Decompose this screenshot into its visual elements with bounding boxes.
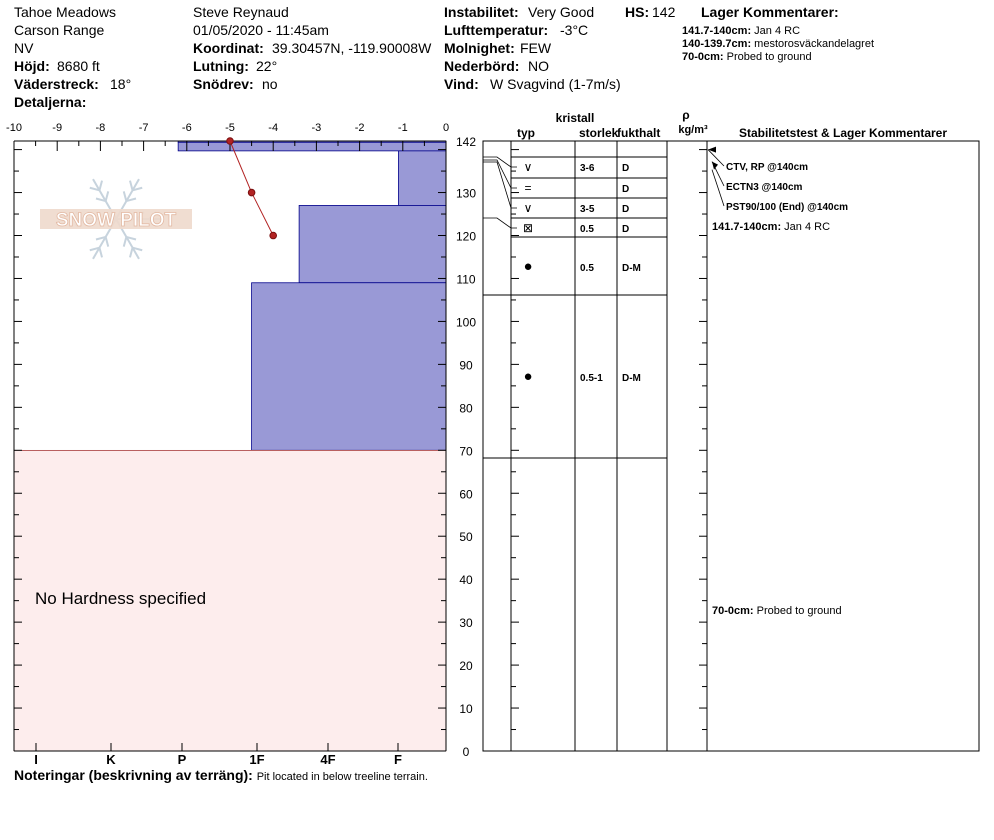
observation-datetime: 01/05/2020 - 11:45am xyxy=(193,22,329,38)
height-tick-label: 120 xyxy=(455,229,477,244)
crystal-type-symbol: ● xyxy=(523,368,533,385)
height-tick-label: 0 xyxy=(462,745,470,759)
header-crystal: kristall xyxy=(555,111,595,125)
layer-comment-text: Probed to ground xyxy=(726,51,812,63)
hardness-layer xyxy=(252,283,446,451)
coordinate-label: Koordinat: xyxy=(193,40,264,56)
hardness-tick-label: 1F xyxy=(249,752,265,767)
moisture-value: D xyxy=(622,224,630,235)
crystal-type-symbol: ⊠ xyxy=(522,221,534,235)
comment-range: 141.7-140cm: xyxy=(712,221,785,233)
height-tick-label: 60 xyxy=(459,487,473,502)
comment-text: Jan 4 RC xyxy=(784,221,831,233)
hs-value: 142 xyxy=(652,4,676,20)
header-stability: Stabilitetstest & Lager Kommentarer xyxy=(738,126,948,140)
no-hardness-label: No Hardness specified xyxy=(35,589,207,608)
precip-value: NO xyxy=(528,58,549,74)
snowflake-branch xyxy=(124,237,127,247)
height-tick-label: 40 xyxy=(459,573,473,588)
snowflake-branch xyxy=(130,181,133,191)
header-size: storlek xyxy=(579,126,619,140)
height-tick-label: 142 xyxy=(455,135,477,149)
moisture-value: D-M xyxy=(622,373,641,384)
layer-comments-title: Lager Kommentarer: xyxy=(701,4,839,20)
drift-value: no xyxy=(262,76,278,92)
stability-arrow xyxy=(712,170,724,206)
layer-comment-range: 141.7-140cm: xyxy=(682,25,752,37)
snowpilot-logo xyxy=(40,179,192,259)
notes xyxy=(14,767,428,783)
stability-test: PST90/100 (End) @140cm xyxy=(726,202,849,213)
notes-text: Pit located in below treeline terrain. xyxy=(256,771,428,783)
stability-test: CTV, RP @140cm xyxy=(726,162,809,173)
crystal-size: 3-5 xyxy=(580,204,595,215)
snowflake-branch xyxy=(124,191,127,201)
cloud-value: FEW xyxy=(520,40,552,56)
crystal-size: 3-6 xyxy=(580,163,595,174)
layer-leader-line xyxy=(483,218,517,228)
height-tick-label: 10 xyxy=(459,702,473,717)
layer-comment-range: 140-139.7cm: xyxy=(682,38,752,50)
air-temp-value: -3°C xyxy=(560,22,589,38)
crystal-type-symbol: ∨ xyxy=(523,201,533,215)
stability-value: Very Good xyxy=(528,4,595,20)
layer-leader-line xyxy=(483,160,517,188)
temp-tick-label: -10 xyxy=(6,122,22,134)
slope-value: 22° xyxy=(256,58,278,74)
hardness-layer xyxy=(178,142,446,151)
location-name: Tahoe Meadows xyxy=(14,4,116,20)
snowflake-branch xyxy=(99,248,102,258)
height-tick-label: 20 xyxy=(459,659,473,674)
crystal-type-symbol: ∨ xyxy=(523,160,533,174)
notes-label: Noteringar (beskrivning av terräng): xyxy=(14,767,253,783)
hardness-profile xyxy=(14,141,446,751)
temp-tick-label: -1 xyxy=(397,122,408,134)
temp-tick-label: -8 xyxy=(95,122,106,134)
layer-comment-range: 70-0cm: xyxy=(682,51,724,63)
header-density-symbol: ρ xyxy=(682,108,690,122)
temp-tick-label: -7 xyxy=(138,122,149,134)
hardness-tick-label: P xyxy=(177,752,187,767)
comment-text: Probed to ground xyxy=(756,605,842,617)
mountain-range: Carson Range xyxy=(14,22,105,38)
coordinate-value: 39.30457N, -119.90008W xyxy=(272,40,432,56)
drift-label: Snödrev: xyxy=(193,76,254,92)
snowflake-branch xyxy=(130,248,133,258)
header-density-unit: kg/m³ xyxy=(678,124,708,136)
height-tick-label: 70 xyxy=(459,444,473,459)
stability-test: ECTN3 @140cm xyxy=(726,182,803,193)
height-tick-label: 90 xyxy=(459,358,473,373)
height-tick-label: 30 xyxy=(459,616,473,631)
hardness-tick-label: 4F xyxy=(320,752,336,767)
moisture-value: D xyxy=(622,204,630,215)
layer-comment xyxy=(712,221,830,233)
precip-label: Nederbörd: xyxy=(444,58,520,74)
hardness-tick-label: F xyxy=(394,752,402,767)
snowflake-branch xyxy=(106,191,109,201)
height-tick-label: 110 xyxy=(456,272,476,287)
comment-range: 70-0cm: xyxy=(712,605,757,617)
snowflake-branch xyxy=(99,181,102,191)
layer-table xyxy=(483,108,979,751)
layer-comment xyxy=(712,605,842,617)
stability-arrowhead xyxy=(708,147,716,153)
height-tick-label: 130 xyxy=(455,186,477,201)
temp-tick-label: 0 xyxy=(442,122,450,134)
aspect-label: Väderstreck: xyxy=(14,76,99,92)
moisture-value: D-M xyxy=(622,263,641,274)
temperature-line xyxy=(230,141,273,236)
temp-tick-label: -9 xyxy=(52,122,63,134)
height-tick-label: 100 xyxy=(455,315,477,330)
temperature-profile xyxy=(227,138,277,239)
header-moisture: fukthalt xyxy=(617,126,661,140)
details-label: Detaljerna: xyxy=(14,94,87,110)
hardness-tick-label: K xyxy=(106,752,116,767)
moisture-value: D xyxy=(622,163,630,174)
wind-label: Vind: xyxy=(444,76,479,92)
hardness-tick-label: I xyxy=(34,752,38,767)
hardness-layer xyxy=(299,205,446,282)
aspect-value: 18° xyxy=(110,76,132,92)
cloud-label: Molnighet: xyxy=(444,40,515,56)
temperature-point xyxy=(270,232,277,239)
temperature-point xyxy=(248,189,255,196)
temp-tick-label: -4 xyxy=(268,122,279,134)
layer-comment-text: mestorosväckandelagret xyxy=(754,38,875,50)
hardness-layer xyxy=(398,151,446,206)
crystal-type-symbol: ● xyxy=(523,258,533,275)
elevation-value: 8680 ft xyxy=(57,58,100,74)
layer-leader-line xyxy=(483,162,517,208)
temp-tick-label: -3 xyxy=(311,122,322,134)
crystal-size: 0.5 xyxy=(580,224,594,235)
snowflake-branch xyxy=(106,237,109,247)
moisture-value: D xyxy=(622,184,630,195)
temp-tick-label: -5 xyxy=(225,122,235,134)
height-tick-label: 50 xyxy=(459,530,473,545)
crystal-size: 0.5 xyxy=(580,263,594,274)
wind-value: W Svagvind (1-7m/s) xyxy=(490,76,621,92)
elevation-label: Höjd: xyxy=(14,58,50,74)
observer-name: Steve Reynaud xyxy=(193,4,289,20)
slope-label: Lutning: xyxy=(193,58,249,74)
state: NV xyxy=(14,40,34,56)
height-tick-label: 80 xyxy=(459,401,473,416)
crystal-size: 0.5-1 xyxy=(580,373,603,384)
logo-text: SNOW PILOT xyxy=(55,210,177,231)
temperature-point xyxy=(227,138,234,145)
temp-tick-label: -2 xyxy=(354,122,365,134)
layer-comment-text: Jan 4 RC xyxy=(754,25,801,37)
hs-label: HS: xyxy=(625,4,650,20)
air-temp-label: Lufttemperatur: xyxy=(444,22,549,38)
crystal-type-symbol: = xyxy=(524,181,532,195)
temp-tick-label: -6 xyxy=(181,122,192,134)
header-type: typ xyxy=(517,126,535,140)
stability-label: Instabilitet: xyxy=(444,4,519,20)
